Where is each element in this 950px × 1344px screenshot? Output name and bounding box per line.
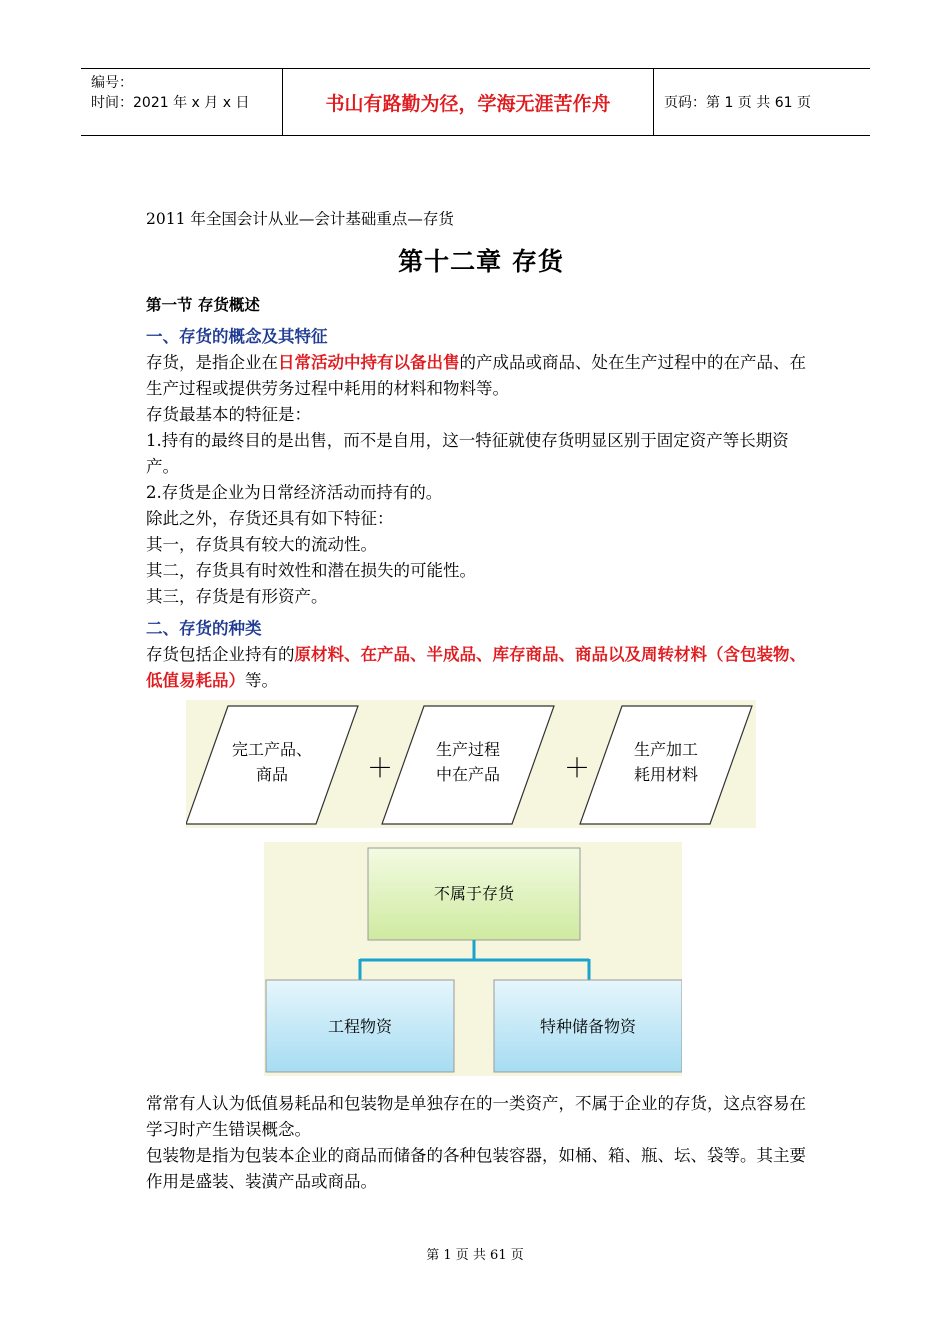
box3-line1: 生产加工 <box>633 740 699 759</box>
basic-feature-intro: 存货最基本的特征是： <box>146 405 311 424</box>
packaging-paragraph: 包装物是指为包装本企业的商品而储备的各种包装容器，如桶、箱、瓶、坛、袋等。其主要作用是盛装、装潢产品或商品。 <box>146 1146 806 1191</box>
label-not-inventory: 不属于存货 <box>433 884 515 903</box>
header-table <box>81 68 870 136</box>
chapter-title: 第十二章 存货 <box>398 247 564 276</box>
box2-line1: 生产过程 <box>435 740 501 759</box>
lower-content <box>146 1091 816 1195</box>
plus-sign-1: ＋ <box>366 754 394 784</box>
motto: 书山有路勤为径，学海无涯苦作舟 <box>325 92 611 115</box>
page-info-cell <box>654 69 870 135</box>
main-content <box>146 206 816 694</box>
other-feature-intro: 除此之外，存货还具有如下特征： <box>146 509 394 528</box>
feature-a: 其一，存货具有较大的流动性。 <box>146 535 377 554</box>
non-inventory-diagram <box>264 842 682 1076</box>
feature-1: 1.持有的最终目的是出售，而不是自用，这一特征就使存货明显区别于固定资产等长期资产。 <box>146 431 789 476</box>
header-left-cell <box>81 69 282 135</box>
misconception-paragraph: 常常有人认为低值易耗品和包装物是单独存在的一类资产，不属于企业的存货，这点容易在学习时产生错误概念。 <box>146 1094 806 1139</box>
box2-line2: 中在产品 <box>435 765 501 784</box>
types-paragraph <box>146 642 816 694</box>
motto-cell <box>282 69 654 135</box>
label-engineering-materials: 工程物资 <box>327 1017 393 1036</box>
label-special-reserve: 特种储备物资 <box>539 1017 637 1036</box>
time-label: 时间：2021 年 x 月 x 日 <box>91 95 250 111</box>
section-title: 第一节 存货概述 <box>146 296 260 314</box>
heading-types: 二、存货的种类 <box>146 619 262 638</box>
doc-title: 2011 年全国会计从业—会计基础重点—存货 <box>146 210 454 228</box>
types-post: 等。 <box>245 671 278 690</box>
box3-line2: 耗用材料 <box>633 765 699 784</box>
definition-post: 的产成品或商品、处在生产过程中的在产品、在生产过程或提供劳务过程中耗用的材料和物料等。 <box>146 353 806 398</box>
code-label: 编号： <box>91 75 133 91</box>
page-footer: 第 1 页 共 61 页 <box>426 1248 524 1263</box>
definition-pre: 存货，是指企业在 <box>146 353 278 372</box>
box1-line1: 完工产品、 <box>231 740 313 759</box>
definition-emphasis: 日常活动中持有以备出售 <box>278 353 460 372</box>
feature-c: 其三，存货是有形资产。 <box>146 587 328 606</box>
page-info: 页码：第 1 页 共 61 页 <box>664 95 811 111</box>
heading-concept: 一、存货的概念及其特征 <box>146 327 328 346</box>
plus-sign-2: ＋ <box>563 754 591 784</box>
definition-paragraph <box>146 350 816 402</box>
feature-b: 其二，存货具有时效性和潜在损失的可能性。 <box>146 561 476 580</box>
types-emphasis: 原材料、在产品、半成品、库存商品、商品以及周转材料（含包装物、低值易耗品） <box>146 645 806 690</box>
box1-line2: 商品 <box>255 765 289 784</box>
types-pre: 存货包括企业持有的 <box>146 645 295 664</box>
feature-2: 2.存货是企业为日常经济活动而持有的。 <box>146 483 443 502</box>
inventory-composition-diagram <box>186 700 756 828</box>
